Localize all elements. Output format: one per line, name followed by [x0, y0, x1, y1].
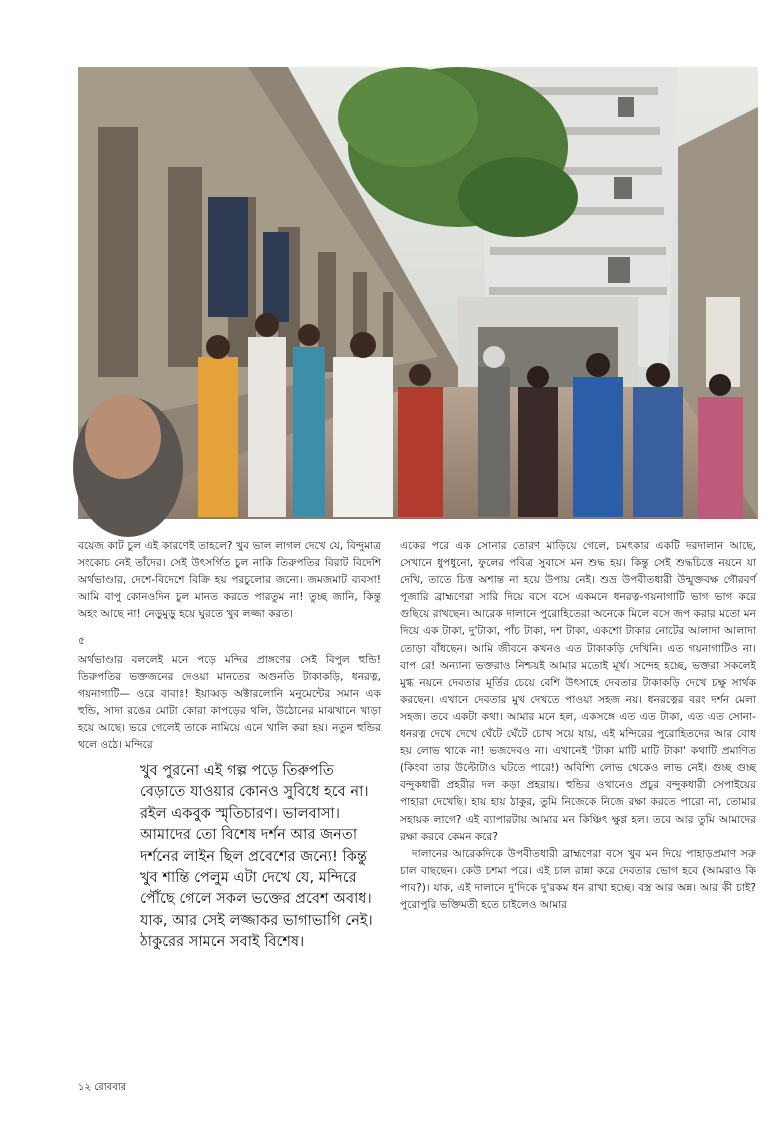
temple-corridor-illustration: [78, 67, 758, 519]
right-article-column: [400, 538, 756, 1068]
pull-quote: [140, 760, 380, 1060]
right-paragraph-1: একের পরে এক সোনার তোরণ মাড়িয়ে গেলে, চমৎকার একটি দরদালান আছে, সেখানে ধুপধুনো, ফুলের পবিত্র সুবাসে মন শুদ্ধ হয়। কিন্তু সেই শুদ্ধচিত্তে নয়নে যা দেখি, তাতে চিত্ত অশান্ত না হয়ে উপায় নেই। শুভ্র উপবীতধারী উন্মুক্তবক্ষ গৌরবর্ণ পূজারি ব্রাহ্মণেরা সারি দিয়ে বসে বসে একমনে ধনরত্ন-গয়নাগাটি ভাগ ভাগ করে গুছিয়ে রাখছেন। আরেক দালানে পুরোহিতেরা অনেকে মিলে বসে জপ করার মতো মন দিয়ে এক টাকা, দু'টাকা, পাঁচ টাকা, দশ টাকা, একশো টাকার নোটের আলাদা আলাদা তোড়া বাঁধছেন। আমি জীবনে কখনও এত টাকাকড়ি দেখিনি। এত গয়নাগাটিও না। বাপ রে! অন্যান্য ভক্তরাও নিশ্চয়ই আমার মতোই মূর্খ। সন্দেহ হচ্ছে, ভক্তরা সকলেই মুগ্ধ নয়নে দেবতার মূর্তির চেয়ে বেশি উৎসাহে দেবতার টাকাকড়ি দেখে চক্ষু সার্থক করছেন। এখানে দেবতার মুখ দেখতে পাওয়া সহজ নয়। ধনরত্নের বরং দর্শন মেলা সহজ। তবে একটা কথা। আমার মনে হল, একসঙ্গে এত এত টাকা, এত এত সোনা-ধনরত্ন দেখে দেখে ঘেঁটে ঘেঁটে চোখ সয়ে যায়, এই মন্দিরের পুরোহিতদের আর বোধ হয় লোভ থাকে না! ভজদেবও না। এখানেই 'টাকা মাটি মাটি টাকা' কথাটি প্রমাণিত (কিংবা তার উল্টোটাও ঘটতে পারে!) অবিশ্যি লোভ থেকেও লাভ নেই। গুচ্ছ গুচ্ছ বন্দুকধারী প্রহরীর দল কড়া প্রহরায়। হুন্ডির ওখানেও প্রচুর বন্দুকধারী সেপাইয়ের পাহারা দেখেছি। হায় হায় ঠাকুর, তুমি নিজেকে নিজে রক্ষা করতে পারো না, তোমার সহায়ক লাগে? এই ব্যাপারটায় আমার মন কিঞ্চিৎ ক্ষুণ্ণ হল। তবে আর তুমি আমাদের রক্ষা করবে কেমন করে?: [400, 540, 756, 843]
page-number: ১২: [78, 1082, 91, 1093]
right-paragraph-2: দালানের আরেকদিকে উপবীতধারী ব্রাহ্মণেরা বসে খুব মন দিয়ে পাহাড়প্রমাণ সরু চাল বাছছেন। কেউ চশমা পরে। এই চাল রান্না করে দেবতার ভোগ হবে (আমরাও কি পাব?)। যাক, এই দালানে দু'দিকে দু'রকম ধন রাখা হচ্ছে। বস্ত্র আর অন্ন। আর কী চাই? পুরোপুরি ভক্তিমতী হতে চাইলেও আমার: [400, 847, 756, 911]
left-paragraph-2: অর্থভাণ্ডার বললেই মনে পড়ে মন্দির প্রাঙ্গণের সেই বিপুল হুন্ডি! তিরুপতির ভক্তজনের দেওয়া মানতের অগুনতি টাকাকড়ি, ধনরত্ন, গয়নাগাটি— ওরে বাবাঃ! ইয়াব্বড় অক্টারলোনি মনুমেন্টের সমান এক হুন্ডি, সাদা রঙের মোটা কোরা কাপড়ের থলি, উঠোনের মাঝখানে খাড়া হয়ে আছে। ভরে গেলেই তাকে নামিয়ে এনে খালি করা হয়। নতুন হুন্ডির থলে ওঠে। মন্দিরে: [78, 653, 381, 752]
left-paragraph-1: বয়েজ কাট চুল এই কারণেই তাহলে? খুব ভাল লাগল দেখে যে, বিন্দুমাত্র সংকোচ নেই তাঁদের। সেই উৎসর্গিত চুল নাকি তিরুপতির বিরাট বিদেশি অর্থভাণ্ডার, দেশে-বিদেশে বিক্রি হয় পরচুলোর জন্যে। জমজমাট ব্যবসা! আমি বাপু কোনওদিন চুল মানত করতে পারতুম না! তুচ্ছ জানি, কিন্তু অহং আছে না! নেড়ুমুড়ু হয়ে ঘুরতে খুব লজ্জা করত।: [78, 540, 381, 621]
magazine-name: রোববার: [94, 1082, 127, 1093]
page-footer: [78, 1080, 126, 1097]
pull-quote-text: খুব পুরনো এই গল্প পড়ে তিরুপতি বেড়াতে যাওয়ার কোনও সুবিধে হবে না। রইল একবুক স্মৃতিচারণ। ভালবাসা। আমাদের তো বিশেষ দর্শন আর জনতা দর্শনের লাইন ছিল প্রবেশের জন্যে! কিন্তু খুব শান্তি পেলুম এটা দেখে যে, মন্দিরে পৌঁছে গেলে সকল ভক্তের প্রবেশ অবাধ। যাক, আর সেই লজ্জাকর ভাগাভাগি নেই। ঠাকুরের সামনে সবাই বিশেষ।: [140, 762, 373, 951]
section-number: ৫: [78, 635, 85, 648]
temple-photo: [78, 67, 758, 519]
left-article-column: [78, 538, 381, 752]
